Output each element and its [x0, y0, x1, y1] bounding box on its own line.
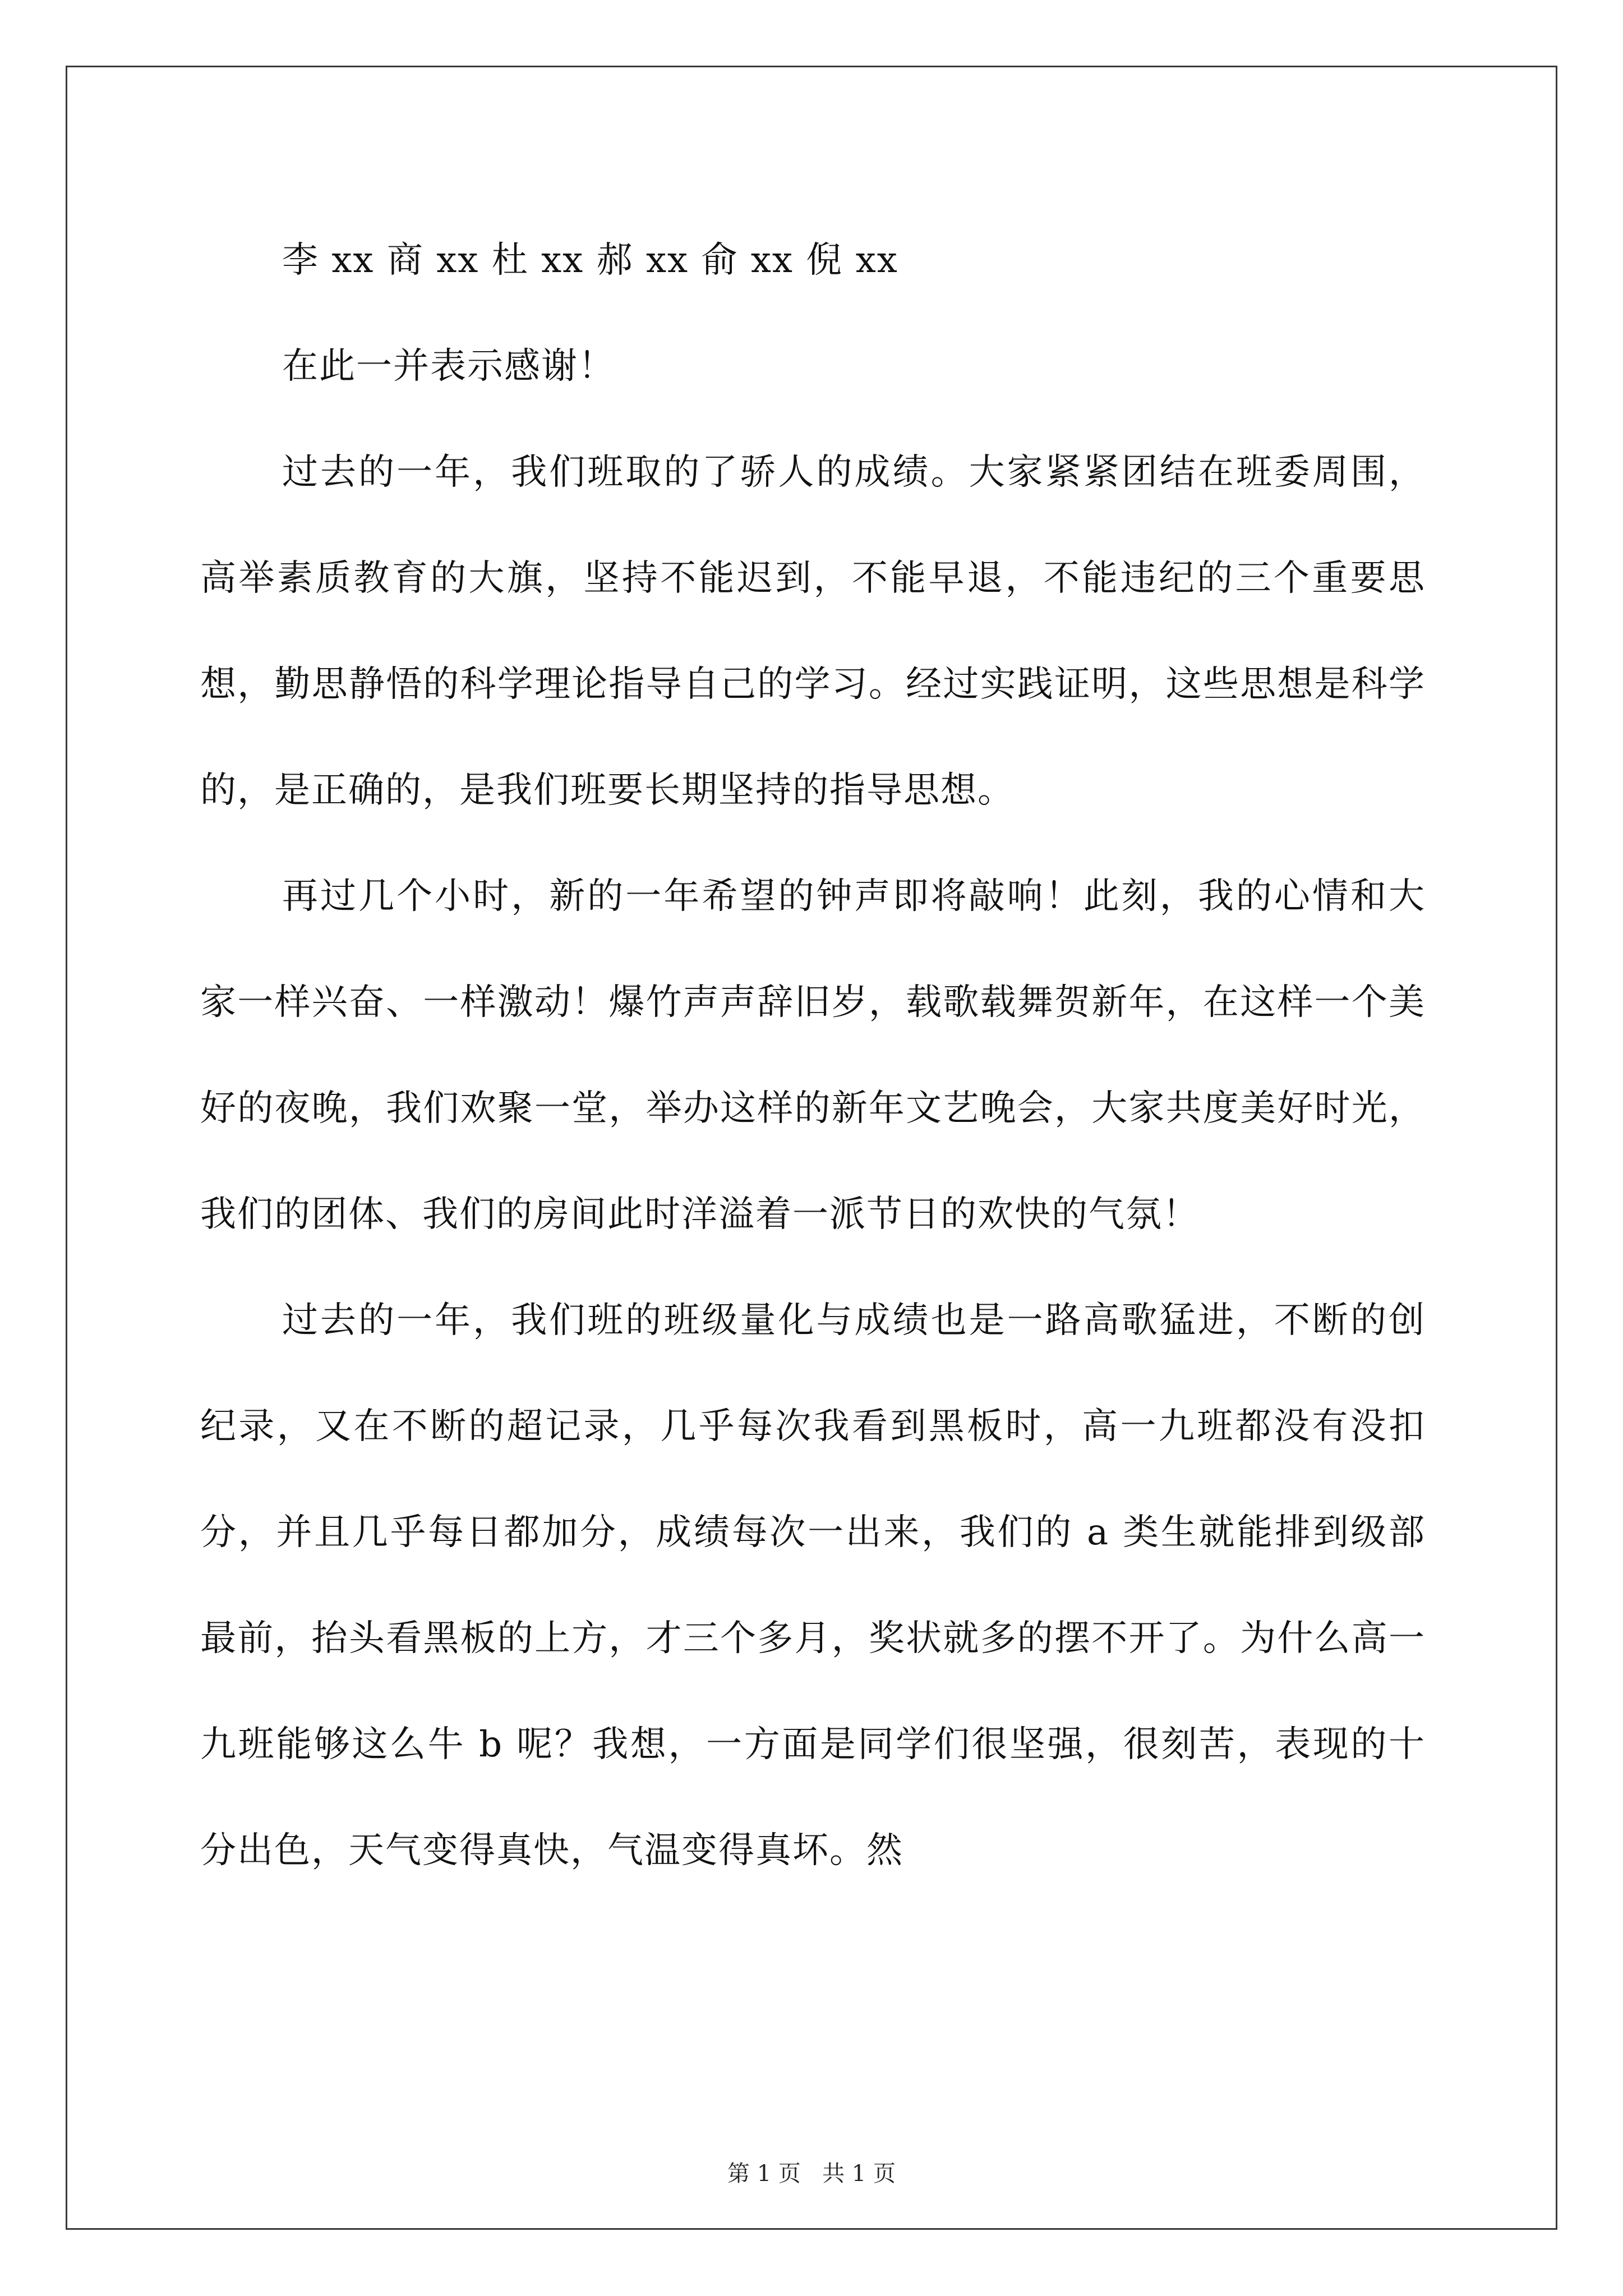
paragraph-new-year: 再过几个小时，新的一年希望的钟声即将敲响！此刻，我的心情和大家一样兴奋、一样激动！爆竹声声辞旧岁，载歌载舞贺新年，在这样一个美好的夜晚，我们欢聚一堂，举办这样的新年文艺晚会，大家共度美好时光，我们的团体、我们的房间此时洋溢着一派节日的欢快的气氛！ [200, 876, 1426, 1235]
page-footer [0, 2157, 1623, 2191]
paragraph-past-year: 过去的一年，我们班取的了骄人的成绩。大家紧紧团结在班委周围，高举素质教育的大旗，坚持不能迟到，不能早退，不能违纪的三个重要思想，勤思静悟的科学理论指导自己的学习。经过实践证明，这些思想是科学的，是正确的，是我们班要长期坚持的指导思想。 [200, 452, 1426, 811]
document-body [200, 208, 1426, 1904]
page-number: 第 1 页 [727, 2161, 801, 2187]
page-total: 共 1 页 [822, 2161, 896, 2187]
paragraph-names: 李 xx 商 xx 杜 xx 郝 xx 俞 xx 倪 xx [282, 240, 898, 281]
paragraph-class-record: 过去的一年，我们班的班级量化与成绩也是一路高歌猛进，不断的创纪录，又在不断的超记录，几乎每次我看到黑板时，高一九班都没有没扣分，并且几乎每日都加分，成绩每次一出来，我们的 a 类生就能排到级部最前，抬头看黑板的上方，才三个多月，奖状就多的摆不开了。为什么高一九班能够这么牛 b 呢？我想，一方面是同学们很坚强，很刻苦，表现的十分出色，天气变得真快，气温变得真坏。然 [200, 1300, 1426, 1871]
paragraph-thanks: 在此一并表示感谢！ [282, 346, 615, 387]
